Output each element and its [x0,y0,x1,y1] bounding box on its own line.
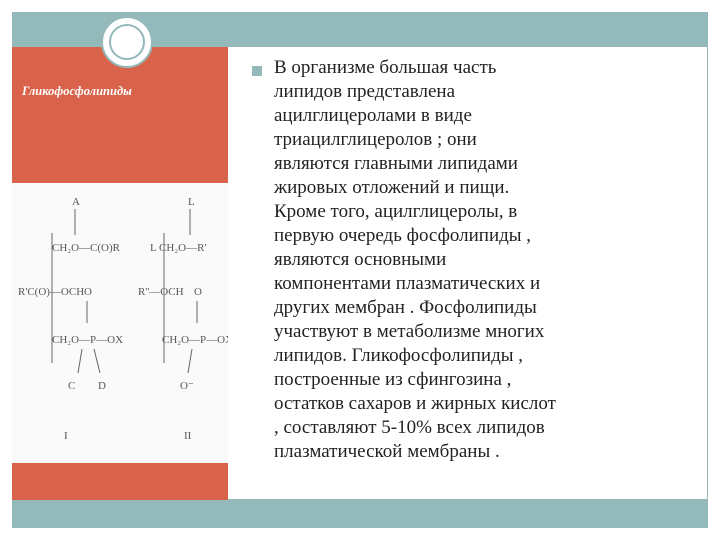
circle-ornament-icon [101,16,153,68]
structure-2-row2: R''—OCH [138,286,184,298]
structure-1-top-label: A [72,196,80,208]
structure-2-oxygen: O [194,286,202,298]
structure-2-bottom-left: O⁻ [180,380,194,392]
structure-1 [18,196,123,442]
structures-svg [12,183,228,463]
circle-ornament-inner [109,24,145,60]
body-text: В организме большая часть липидов представлена ацилглицеролами в виде триацилглицеролов ; они являются главными липидами жировых отложений и пищи. Кроме того, ацилглицеролы, в первую очередь фосфолипиды , являются основными компонентами плазматических и других мембран . Фосфолипиды участвуют в метаболизме многих липидов. Гликофосфолипиды , построенные из сфингозина , остатков сахаров и жирных кислот , составляют 5-10% всех липидов плазматической мембраны . [274,57,556,462]
structure-1-bottom-left: C [68,380,76,392]
footer-band [12,500,708,528]
structure-2-row3: CH₂O—P—OX [162,334,228,346]
structure-2-row1: L CH₂O—R' [150,242,207,254]
chemical-structures-figure [12,183,228,463]
structure-1-bottom-right: D [98,380,106,392]
structure-1-row1: CH₂O—C(O)R [52,242,121,254]
structure-1-row2: R'C(O)—OCH [18,286,85,298]
structure-1-row3: CH₂O—P—OX [52,334,124,346]
structure-1-oxygen: O [84,286,92,298]
slide-title: Гликофосфолипиды [22,84,132,98]
bullet-icon [252,66,262,76]
structure-2 [138,196,228,442]
structure-2-top-label: L [188,196,195,208]
structure-2-roman: II [184,430,192,442]
structure-1-roman: I [64,430,68,442]
